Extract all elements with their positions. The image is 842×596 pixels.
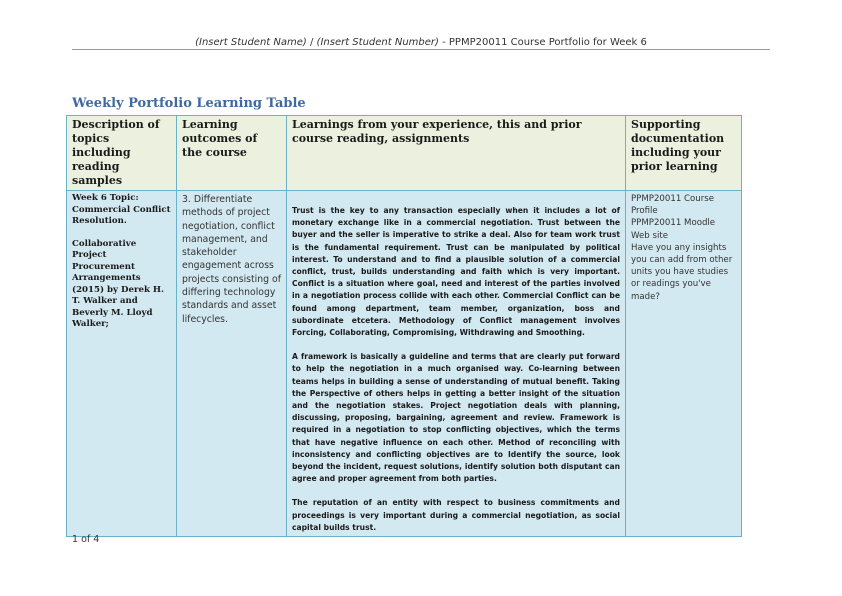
- outcome-cell: [177, 191, 287, 537]
- header-divider: [72, 49, 770, 50]
- support-prompt: Have you any insights you can add from other units you have studies or readings you've made?: [631, 242, 733, 302]
- topic-cell: [67, 191, 177, 537]
- learning-outcome-text: 3. Differentiate methods of project negotiation, conflict management, and stakeholder engagement across projects consisting of differing technology standards and asset lifecycles.: [182, 194, 281, 325]
- student-name-placeholder: (Insert Student Name): [195, 37, 307, 48]
- supporting-cell: [626, 191, 742, 537]
- header-cell-learnings: Learnings from your experience, this and prior course reading, assignments: [287, 116, 626, 191]
- support-course-profile: PPMP20011 Course Profile: [631, 194, 715, 217]
- table-row: [67, 191, 742, 537]
- week-topic: Week 6 Topic: Commercial Conflict Resolution.: [72, 193, 171, 226]
- header-cell-topics: Description of topics including reading samples: [67, 116, 177, 191]
- student-number-placeholder: (Insert Student Number): [316, 37, 439, 48]
- support-moodle-site: PPMP20011 Moodle Web site: [631, 218, 716, 241]
- header-cell-outcomes: Learning outcomes of the course: [177, 116, 287, 191]
- header-course-text: - PPMP20011 Course Portfolio for Week 6: [438, 37, 647, 48]
- header-cell-supporting: Supporting documentation including your prior learning: [626, 116, 742, 191]
- page-header: [72, 37, 770, 48]
- learning-paragraph-reputation: The reputation of an entity with respect to business commitments and proceedings is very important during a commercial negotiation, as social capital builds trust.: [292, 498, 620, 532]
- table-header-row: [67, 116, 742, 191]
- page-title: Weekly Portfolio Learning Table: [72, 96, 306, 111]
- header-separator: /: [306, 37, 317, 48]
- portfolio-table: [66, 115, 742, 537]
- reading-sample: Collaborative Project Procurement Arrangements (2015) by Derek H. T. Walker and Beverly M. Lloyd Walker;: [72, 238, 165, 329]
- learning-paragraph-framework: A framework is basically a guideline and terms that are clearly put forward to help the negotiation in a much organised way. Co-learning between teams helps in building a sense of understanding of mutual benefit. Taking the Perspective of others helps in getting a better insight of the situation and the negotiation stakes. Project negotiation deals with planning, discussing, proposing, bargaining, agreement and review. Framework is required in a negotiation to stop conflicting objectives, which the terms that have negative influence on each other. Method of reconciling with inconsistency and conflicting objectives are to Identify the source, look beyond the incident, request solutions, identify solution both disputant can agree and proper agreement from both parties.: [292, 352, 620, 484]
- page-number: 1 of 4: [72, 534, 100, 545]
- learning-paragraph-trust: Trust is the key to any transaction especially when it includes a lot of monetary exchange like in a commercial negotiation. Trust between the buyer and the seller is imperative to strike a deal. Also for team work trust is the fundamental requirement. Trust can be manipulated by political interest. To understand and to find a plausible solution of a commercial conflict, trust, builds understanding and faith which is very important. Conflict is a situation where goal, need and interest of the parties involved in a negotiation process collide with each other. Commercial Conflict can be found among department, team member, organization, boss and subordinate etcetera. Methodology of Conflict management involves Forcing, Collaborating, Compromising, Withdrawing and Smoothing.: [292, 206, 620, 338]
- learnings-cell: [287, 191, 626, 537]
